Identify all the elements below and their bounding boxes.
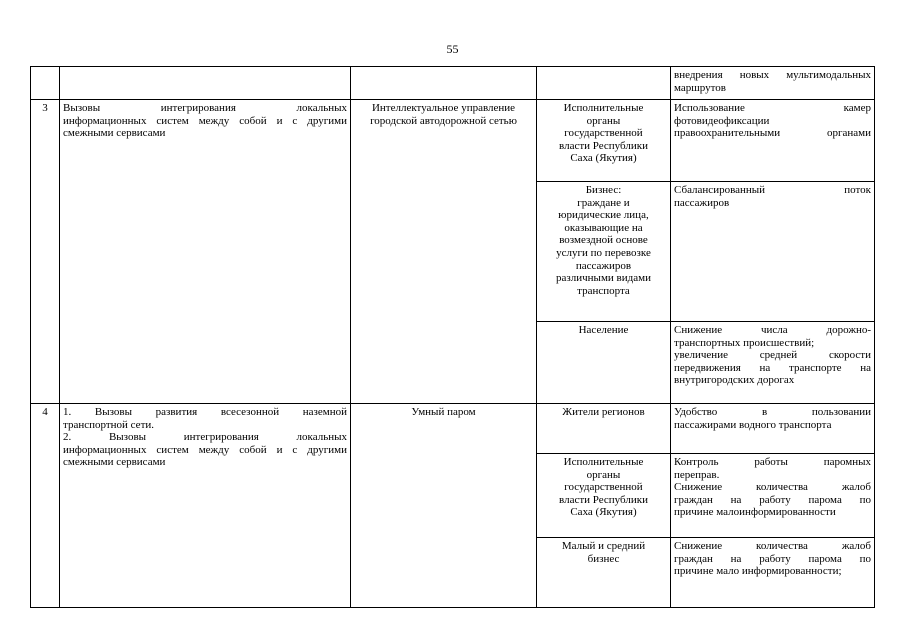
technology-cell [351,404,537,608]
text-line: правоохранительными органами [674,127,871,140]
technology-cell [351,100,537,404]
text-line: внутригородских дорогах [674,374,795,387]
continuation-row [31,67,875,100]
text-line: Саха (Якутия) [570,152,637,165]
text-line: Саха (Якутия) [570,506,637,519]
text-line: пассажиров [575,259,632,272]
challenge-cell [60,100,351,404]
text-line: Исполнительные [563,102,644,114]
text-line: Умный паром [411,406,476,418]
text-line: Малый и средний [561,540,646,552]
benefit-cell [671,538,875,608]
stakeholder-cell [537,538,671,608]
text-line: информационных систем между собой и с другими [63,114,347,127]
cell-challenge [60,67,351,100]
text-line: транспортных происшествий; [674,336,815,349]
text-line: Бизнес: [585,184,622,196]
page-number: 55 [446,42,459,56]
text-line: Контроль работы паромных [674,456,871,468]
text-line: возмездной основе [559,234,648,247]
text-line: смежными сервисами [63,127,166,140]
text-line: фотовидеофиксации [674,114,770,127]
text-line: граждане и [577,196,630,209]
benefit-cell [671,322,875,404]
stakeholder-cell [537,404,671,454]
text-line: причине мало информированности; [674,565,842,578]
benefit-cell [671,454,875,538]
text-line: граждан на работу парома по [674,552,871,565]
text-line: Снижение количества жалоб [674,481,871,494]
text-line: городской автодорожной сетью [370,114,517,127]
text-line: Интеллектуальное управление [371,102,516,114]
cell-technology [351,67,537,100]
cell-num [31,67,60,100]
text-line: Жители регионов [562,406,645,418]
text-line: услуги по перевозке [556,246,651,259]
table-row [31,404,875,454]
stakeholder-cell [537,182,671,322]
text-line: Удобство в пользовании [674,406,871,418]
text-line: юридические лица, [558,209,649,222]
stakeholder-cell [537,100,671,182]
row-number: 4 [31,404,60,608]
text-line: переправ. [674,468,720,481]
text-line: пассажирами водного транспорта [674,418,832,431]
stakeholder-cell [537,454,671,538]
text-line: Вызовы интегрирования локальных [63,102,347,114]
text-line: внедрения новых мультимодальных [674,69,871,81]
benefit-cell [671,182,875,322]
text-line: маршрутов [674,81,726,94]
text-line: причине малоинформированности [674,506,836,519]
stakeholder-cell [537,322,671,404]
text-line: бизнес [587,552,620,565]
text-line: государственной [564,481,643,494]
text-line: транспорта [577,284,630,297]
text-line: государственной [564,127,643,140]
text-line: Исполнительные [563,456,644,468]
text-line: Сбалансированный поток [674,184,871,196]
text-line: 1. Вызовы развития всесезонной наземной [63,406,347,418]
text-line: власти Республики [559,139,648,152]
text-line: Снижение числа дорожно- [674,324,871,336]
cell-stakeholder [537,67,671,100]
text-line: 2. Вызовы интегрирования локальных [63,431,347,444]
text-line: Население [578,324,629,336]
text-line: смежными сервисами [63,456,166,469]
text-line: различными видами [556,272,651,285]
text-line: власти Республики [559,493,648,506]
text-line: граждан на работу парома по [674,493,871,506]
text-line: увеличение средней скорости [674,349,871,362]
text-line: пассажиров [674,196,730,209]
row-number: 3 [31,100,60,404]
benefit-cell [671,100,875,182]
text-line: передвижения на транспорте на [674,361,871,374]
measures-table [30,66,875,608]
text-line: Снижение количества жалоб [674,540,871,552]
text-line: органы [586,114,621,127]
text-line: Использование камер [674,102,871,114]
text-line: органы [586,468,621,481]
challenge-cell [60,404,351,608]
benefit-cell [671,404,875,454]
table-row [31,100,875,182]
cell-benefit [671,67,875,100]
text-line: транспортной сети. [63,418,155,431]
text-line: оказывающие на [564,221,643,234]
text-line: информационных систем между собой и с другими [63,443,347,456]
